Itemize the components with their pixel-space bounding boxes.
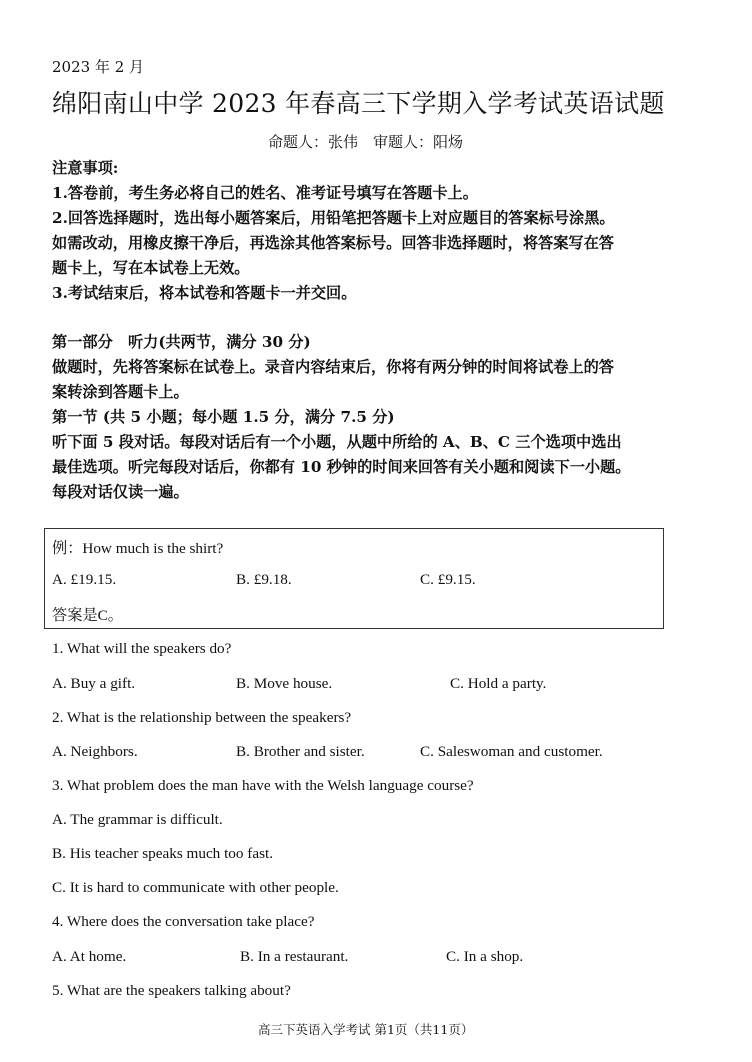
question-4-option-b: B. In a restaurant. (240, 948, 349, 965)
example-option-b: B. £9.18. (236, 571, 292, 588)
question-3-option-c: C. It is hard to communicate with other people. (52, 879, 339, 896)
question-1-option-b: B. Move house. (236, 675, 333, 692)
question-2-option-b: B. Brother and sister. (236, 743, 365, 760)
question-2-option-a: A. Neighbors. (52, 743, 138, 760)
question-4-option-a: A. At home. (52, 948, 127, 965)
section1-instr-line-1: 听下面 5 段对话。每段对话后有一个小题，从题中所给的 A、B、C 三个选项中选出 (52, 433, 622, 451)
question-5-stem: 5. What are the speakers talking about? (52, 982, 291, 999)
question-1-stem: 1. What will the speakers do? (52, 640, 232, 657)
question-4-option-c: C. In a shop. (446, 948, 524, 965)
part1-desc-line-2: 案转涂到答题卡上。 (52, 383, 189, 401)
question-1-option-a: A. Buy a gift. (52, 675, 136, 692)
section1-instr-line-3: 每段对话仅读一遍。 (52, 483, 189, 501)
page-footer: 高三下英语入学考试 第1页（共11页） (258, 1022, 474, 1037)
note-item-2-line-1: 2.回答选择题时，选出每小题答案后，用铅笔把答题卡上对应题目的答案标号涂黑。 (52, 209, 615, 227)
exam-date: 2023 年 2 月 (52, 58, 145, 76)
part1-desc-line-1: 做题时，先将答案标在试卷上。录音内容结束后，你将有两分钟的时间将试卷上的答 (52, 358, 614, 376)
notes-heading: 注意事项: (52, 159, 119, 177)
authors-line: 命题人：张伟 审题人：阳炀 (268, 133, 464, 151)
question-1-option-c: C. Hold a party. (450, 675, 547, 692)
question-4-stem: 4. Where does the conversation take place? (52, 913, 315, 930)
example-option-a: A. £19.15. (52, 571, 117, 588)
part1-heading: 第一部分 听力(共两节，满分 30 分) (52, 333, 311, 351)
section1-instr-line-2: 最佳选项。听完每段对话后，你都有 10 秒钟的时间来回答有关小题和阅读下一小题。 (52, 458, 631, 476)
page-title: 绵阳南山中学 2023 年春高三下学期入学考试英语试题 (52, 89, 665, 118)
question-3-option-a: A. The grammar is difficult. (52, 811, 223, 828)
example-answer: 答案是C。 (52, 607, 123, 624)
note-item-2-line-3: 题卡上，写在本试卷上无效。 (52, 259, 250, 277)
note-item-2-line-2: 如需改动，用橡皮擦干净后，再选涂其他答案标号。回答非选择题时，将答案写在答 (52, 234, 614, 252)
question-2-option-c: C. Saleswoman and customer. (420, 743, 603, 760)
example-question: 例：How much is the shirt? (52, 540, 224, 557)
example-option-c: C. £9.15. (420, 571, 476, 588)
note-item-3: 3.考试结束后，将本试卷和答题卡一并交回。 (52, 284, 357, 302)
question-3-option-b: B. His teacher speaks much too fast. (52, 845, 274, 862)
question-3-stem: 3. What problem does the man have with the Welsh language course? (52, 777, 474, 794)
section1-heading: 第一节 (共 5 小题；每小题 1.5 分，满分 7.5 分) (52, 408, 395, 426)
question-2-stem: 2. What is the relationship between the speakers? (52, 709, 352, 726)
note-item-1: 1.答卷前，考生务必将自己的姓名、准考证号填写在答题卡上。 (52, 184, 478, 202)
